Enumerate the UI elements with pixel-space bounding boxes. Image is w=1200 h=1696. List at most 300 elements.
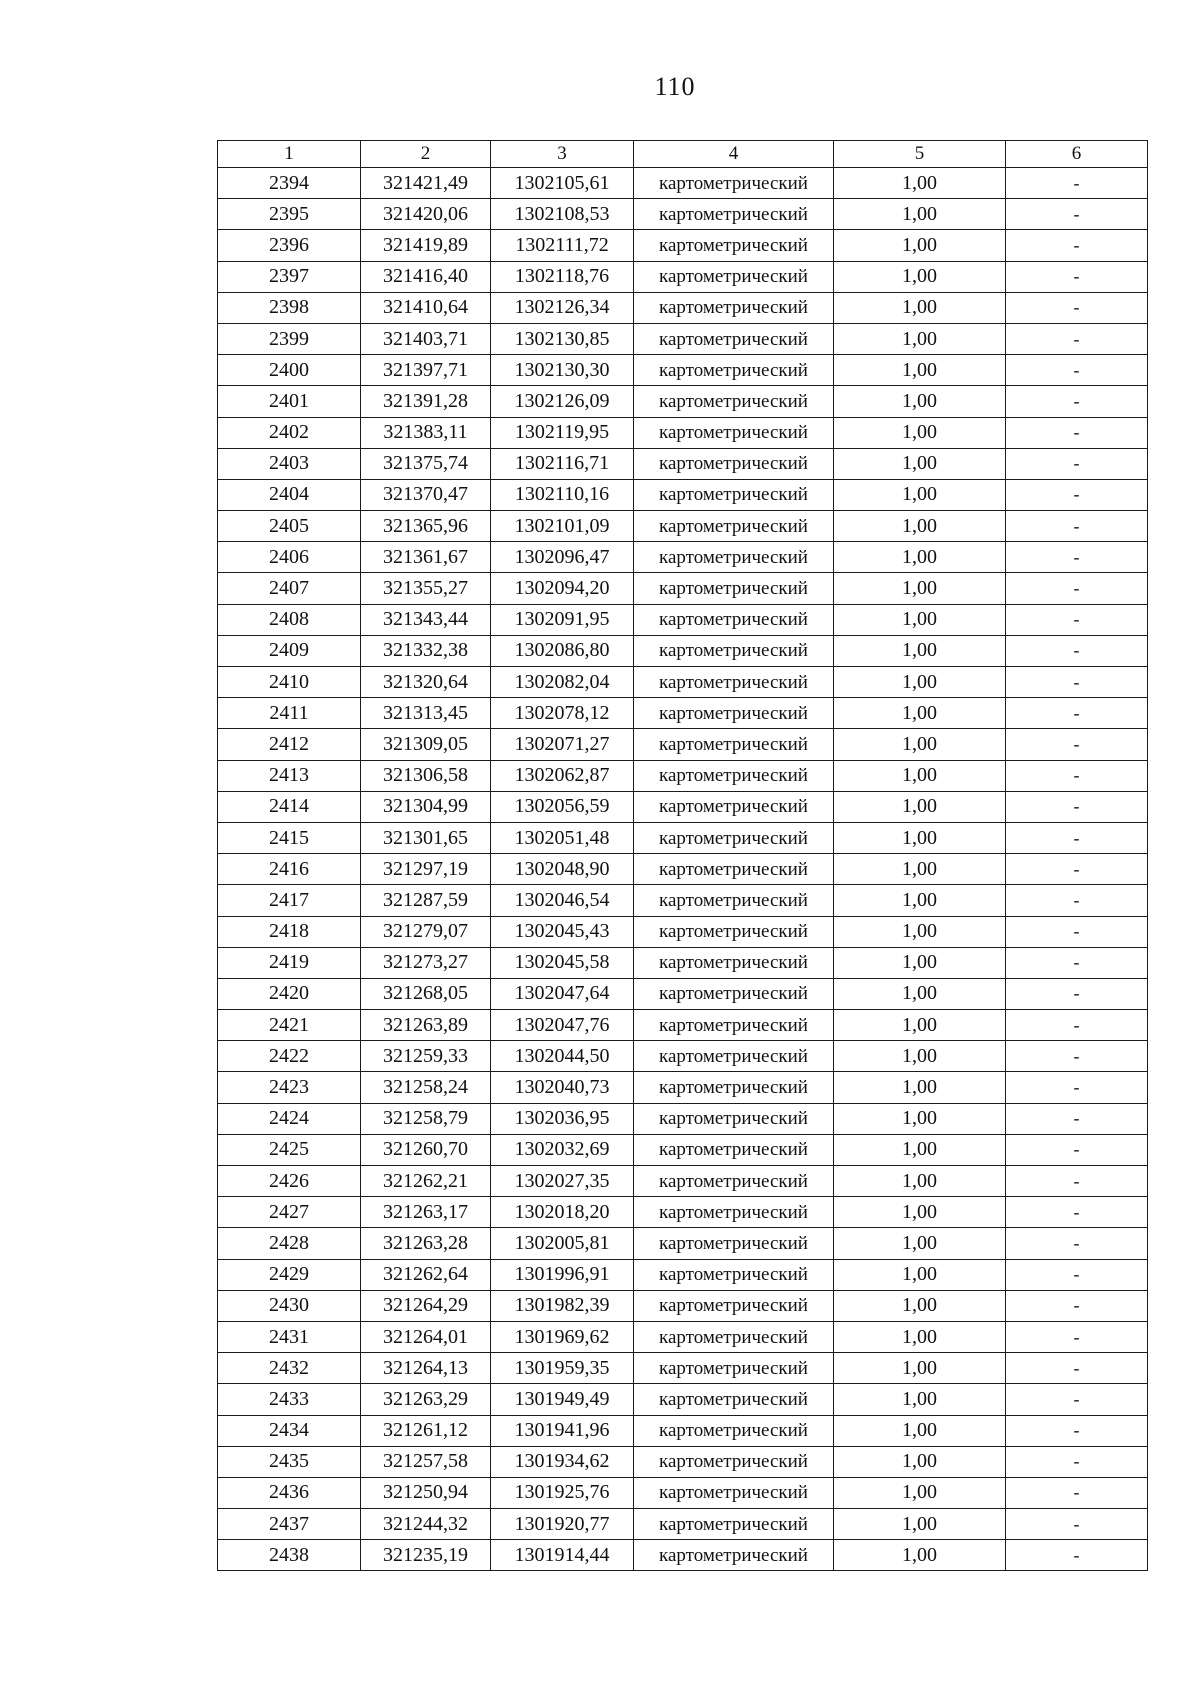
x-coordinate-cell: 321244,32	[361, 1509, 491, 1540]
column-header: 6	[1006, 141, 1148, 168]
note-cell: -	[1006, 1540, 1148, 1571]
note-cell: -	[1006, 854, 1148, 885]
y-coordinate-cell: 1302027,35	[491, 1166, 634, 1197]
y-coordinate-cell: 1302062,87	[491, 760, 634, 791]
y-coordinate-cell: 1302056,59	[491, 791, 634, 822]
accuracy-cell: 1,00	[834, 604, 1006, 635]
table-row	[218, 1415, 1148, 1446]
method-cell: картометрический	[634, 854, 834, 885]
y-coordinate-cell: 1301925,76	[491, 1477, 634, 1508]
method-cell: картометрический	[634, 1415, 834, 1446]
accuracy-cell: 1,00	[834, 760, 1006, 791]
accuracy-cell: 1,00	[834, 355, 1006, 386]
note-cell: -	[1006, 1041, 1148, 1072]
note-cell: -	[1006, 323, 1148, 354]
point-number-cell: 2430	[218, 1290, 361, 1321]
y-coordinate-cell: 1302045,43	[491, 916, 634, 947]
point-number-cell: 2432	[218, 1353, 361, 1384]
point-number-cell: 2415	[218, 822, 361, 853]
table-row	[218, 1353, 1148, 1384]
x-coordinate-cell: 321375,74	[361, 448, 491, 479]
header-row	[218, 141, 1148, 168]
table-row	[218, 168, 1148, 199]
accuracy-cell: 1,00	[834, 978, 1006, 1009]
point-number-cell: 2431	[218, 1321, 361, 1352]
accuracy-cell: 1,00	[834, 791, 1006, 822]
x-coordinate-cell: 321391,28	[361, 386, 491, 417]
x-coordinate-cell: 321304,99	[361, 791, 491, 822]
accuracy-cell: 1,00	[834, 1509, 1006, 1540]
note-cell: -	[1006, 1197, 1148, 1228]
point-number-cell: 2425	[218, 1134, 361, 1165]
y-coordinate-cell: 1302032,69	[491, 1134, 634, 1165]
accuracy-cell: 1,00	[834, 168, 1006, 199]
method-cell: картометрический	[634, 1103, 834, 1134]
x-coordinate-cell: 321313,45	[361, 698, 491, 729]
method-cell: картометрический	[634, 1166, 834, 1197]
note-cell: -	[1006, 230, 1148, 261]
point-number-cell: 2394	[218, 168, 361, 199]
method-cell: картометрический	[634, 1197, 834, 1228]
point-number-cell: 2436	[218, 1477, 361, 1508]
method-cell: картометрический	[634, 1446, 834, 1477]
note-cell: -	[1006, 386, 1148, 417]
accuracy-cell: 1,00	[834, 729, 1006, 760]
coordinates-table	[217, 140, 1148, 1571]
accuracy-cell: 1,00	[834, 854, 1006, 885]
accuracy-cell: 1,00	[834, 573, 1006, 604]
y-coordinate-cell: 1302040,73	[491, 1072, 634, 1103]
point-number-cell: 2410	[218, 667, 361, 698]
method-cell: картометрический	[634, 199, 834, 230]
method-cell: картометрический	[634, 573, 834, 604]
table-row	[218, 1228, 1148, 1259]
x-coordinate-cell: 321297,19	[361, 854, 491, 885]
x-coordinate-cell: 321263,28	[361, 1228, 491, 1259]
note-cell: -	[1006, 791, 1148, 822]
note-cell: -	[1006, 417, 1148, 448]
x-coordinate-cell: 321263,89	[361, 1010, 491, 1041]
y-coordinate-cell: 1302094,20	[491, 573, 634, 604]
y-coordinate-cell: 1302045,58	[491, 947, 634, 978]
table-row	[218, 1072, 1148, 1103]
table-header	[218, 141, 1148, 168]
x-coordinate-cell: 321370,47	[361, 479, 491, 510]
table-row	[218, 1197, 1148, 1228]
y-coordinate-cell: 1302118,76	[491, 261, 634, 292]
note-cell: -	[1006, 1509, 1148, 1540]
note-cell: -	[1006, 1072, 1148, 1103]
y-coordinate-cell: 1301920,77	[491, 1509, 634, 1540]
table-row	[218, 1166, 1148, 1197]
accuracy-cell: 1,00	[834, 511, 1006, 542]
x-coordinate-cell: 321320,64	[361, 667, 491, 698]
y-coordinate-cell: 1302126,09	[491, 386, 634, 417]
method-cell: картометрический	[634, 885, 834, 916]
note-cell: -	[1006, 1259, 1148, 1290]
note-cell: -	[1006, 822, 1148, 853]
point-number-cell: 2413	[218, 760, 361, 791]
table-row	[218, 760, 1148, 791]
table-row	[218, 386, 1148, 417]
note-cell: -	[1006, 1415, 1148, 1446]
y-coordinate-cell: 1302018,20	[491, 1197, 634, 1228]
y-coordinate-cell: 1301959,35	[491, 1353, 634, 1384]
table-row	[218, 1290, 1148, 1321]
method-cell: картометрический	[634, 511, 834, 542]
accuracy-cell: 1,00	[834, 542, 1006, 573]
table-row	[218, 885, 1148, 916]
table-row	[218, 1103, 1148, 1134]
point-number-cell: 2395	[218, 199, 361, 230]
table-row	[218, 1321, 1148, 1352]
table-row	[218, 822, 1148, 853]
method-cell: картометрический	[634, 479, 834, 510]
accuracy-cell: 1,00	[834, 1166, 1006, 1197]
accuracy-cell: 1,00	[834, 1197, 1006, 1228]
x-coordinate-cell: 321261,12	[361, 1415, 491, 1446]
note-cell: -	[1006, 1477, 1148, 1508]
note-cell: -	[1006, 1446, 1148, 1477]
y-coordinate-cell: 1302046,54	[491, 885, 634, 916]
point-number-cell: 2437	[218, 1509, 361, 1540]
table-row	[218, 199, 1148, 230]
accuracy-cell: 1,00	[834, 323, 1006, 354]
note-cell: -	[1006, 1384, 1148, 1415]
note-cell: -	[1006, 1321, 1148, 1352]
table-row	[218, 1540, 1148, 1571]
note-cell: -	[1006, 947, 1148, 978]
table-row	[218, 916, 1148, 947]
table-row	[218, 542, 1148, 573]
x-coordinate-cell: 321410,64	[361, 292, 491, 323]
method-cell: картометрический	[634, 1509, 834, 1540]
accuracy-cell: 1,00	[834, 1321, 1006, 1352]
point-number-cell: 2421	[218, 1010, 361, 1041]
x-coordinate-cell: 321259,33	[361, 1041, 491, 1072]
accuracy-cell: 1,00	[834, 261, 1006, 292]
point-number-cell: 2433	[218, 1384, 361, 1415]
note-cell: -	[1006, 667, 1148, 698]
point-number-cell: 2438	[218, 1540, 361, 1571]
note-cell: -	[1006, 168, 1148, 199]
x-coordinate-cell: 321309,05	[361, 729, 491, 760]
point-number-cell: 2402	[218, 417, 361, 448]
point-number-cell: 2409	[218, 635, 361, 666]
y-coordinate-cell: 1301949,49	[491, 1384, 634, 1415]
note-cell: -	[1006, 729, 1148, 760]
table-row	[218, 1134, 1148, 1165]
y-coordinate-cell: 1302105,61	[491, 168, 634, 199]
accuracy-cell: 1,00	[834, 292, 1006, 323]
x-coordinate-cell: 321361,67	[361, 542, 491, 573]
note-cell: -	[1006, 916, 1148, 947]
point-number-cell: 2403	[218, 448, 361, 479]
note-cell: -	[1006, 604, 1148, 635]
y-coordinate-cell: 1302036,95	[491, 1103, 634, 1134]
method-cell: картометрический	[634, 261, 834, 292]
y-coordinate-cell: 1301934,62	[491, 1446, 634, 1477]
x-coordinate-cell: 321421,49	[361, 168, 491, 199]
y-coordinate-cell: 1302130,30	[491, 355, 634, 386]
x-coordinate-cell: 321268,05	[361, 978, 491, 1009]
table-row	[218, 947, 1148, 978]
y-coordinate-cell: 1302091,95	[491, 604, 634, 635]
accuracy-cell: 1,00	[834, 1353, 1006, 1384]
method-cell: картометрический	[634, 448, 834, 479]
y-coordinate-cell: 1302048,90	[491, 854, 634, 885]
y-coordinate-cell: 1302111,72	[491, 230, 634, 261]
y-coordinate-cell: 1302130,85	[491, 323, 634, 354]
table-row	[218, 1010, 1148, 1041]
accuracy-cell: 1,00	[834, 1228, 1006, 1259]
x-coordinate-cell: 321264,13	[361, 1353, 491, 1384]
note-cell: -	[1006, 760, 1148, 791]
method-cell: картометрический	[634, 760, 834, 791]
accuracy-cell: 1,00	[834, 1540, 1006, 1571]
table-row	[218, 1446, 1148, 1477]
column-header: 3	[491, 141, 634, 168]
table-row	[218, 323, 1148, 354]
table-row	[218, 417, 1148, 448]
accuracy-cell: 1,00	[834, 1010, 1006, 1041]
table-row	[218, 604, 1148, 635]
table-row	[218, 667, 1148, 698]
point-number-cell: 2429	[218, 1259, 361, 1290]
x-coordinate-cell: 321287,59	[361, 885, 491, 916]
point-number-cell: 2418	[218, 916, 361, 947]
method-cell: картометрический	[634, 1228, 834, 1259]
accuracy-cell: 1,00	[834, 199, 1006, 230]
y-coordinate-cell: 1302116,71	[491, 448, 634, 479]
y-coordinate-cell: 1301982,39	[491, 1290, 634, 1321]
point-number-cell: 2419	[218, 947, 361, 978]
method-cell: картометрический	[634, 230, 834, 261]
point-number-cell: 2424	[218, 1103, 361, 1134]
accuracy-cell: 1,00	[834, 885, 1006, 916]
accuracy-cell: 1,00	[834, 822, 1006, 853]
y-coordinate-cell: 1301969,62	[491, 1321, 634, 1352]
note-cell: -	[1006, 1228, 1148, 1259]
note-cell: -	[1006, 448, 1148, 479]
method-cell: картометрический	[634, 1477, 834, 1508]
accuracy-cell: 1,00	[834, 230, 1006, 261]
method-cell: картометрический	[634, 729, 834, 760]
point-number-cell: 2426	[218, 1166, 361, 1197]
method-cell: картометрический	[634, 947, 834, 978]
note-cell: -	[1006, 573, 1148, 604]
accuracy-cell: 1,00	[834, 1134, 1006, 1165]
table-row	[218, 635, 1148, 666]
table-row	[218, 511, 1148, 542]
page-number: 110	[654, 72, 696, 101]
accuracy-cell: 1,00	[834, 698, 1006, 729]
x-coordinate-cell: 321343,44	[361, 604, 491, 635]
point-number-cell: 2405	[218, 511, 361, 542]
table-row	[218, 261, 1148, 292]
accuracy-cell: 1,00	[834, 417, 1006, 448]
point-number-cell: 2407	[218, 573, 361, 604]
point-number-cell: 2404	[218, 479, 361, 510]
method-cell: картометрический	[634, 791, 834, 822]
accuracy-cell: 1,00	[834, 386, 1006, 417]
y-coordinate-cell: 1302126,34	[491, 292, 634, 323]
method-cell: картометрический	[634, 1134, 834, 1165]
table-row	[218, 573, 1148, 604]
table-row	[218, 854, 1148, 885]
note-cell: -	[1006, 542, 1148, 573]
table-row	[218, 791, 1148, 822]
point-number-cell: 2411	[218, 698, 361, 729]
note-cell: -	[1006, 698, 1148, 729]
note-cell: -	[1006, 511, 1148, 542]
accuracy-cell: 1,00	[834, 1072, 1006, 1103]
method-cell: картометрический	[634, 1290, 834, 1321]
accuracy-cell: 1,00	[834, 1415, 1006, 1446]
method-cell: картометрический	[634, 1321, 834, 1352]
table-body	[218, 168, 1148, 1571]
point-number-cell: 2398	[218, 292, 361, 323]
x-coordinate-cell: 321365,96	[361, 511, 491, 542]
y-coordinate-cell: 1302071,27	[491, 729, 634, 760]
column-header: 1	[218, 141, 361, 168]
point-number-cell: 2406	[218, 542, 361, 573]
method-cell: картометрический	[634, 635, 834, 666]
table-row	[218, 1259, 1148, 1290]
note-cell: -	[1006, 355, 1148, 386]
method-cell: картометрический	[634, 292, 834, 323]
point-number-cell: 2420	[218, 978, 361, 1009]
table-row	[218, 1477, 1148, 1508]
accuracy-cell: 1,00	[834, 635, 1006, 666]
x-coordinate-cell: 321257,58	[361, 1446, 491, 1477]
point-number-cell: 2401	[218, 386, 361, 417]
x-coordinate-cell: 321397,71	[361, 355, 491, 386]
x-coordinate-cell: 321279,07	[361, 916, 491, 947]
accuracy-cell: 1,00	[834, 1290, 1006, 1321]
y-coordinate-cell: 1302005,81	[491, 1228, 634, 1259]
note-cell: -	[1006, 1134, 1148, 1165]
table-row	[218, 479, 1148, 510]
y-coordinate-cell: 1301941,96	[491, 1415, 634, 1446]
y-coordinate-cell: 1302078,12	[491, 698, 634, 729]
accuracy-cell: 1,00	[834, 947, 1006, 978]
table-row	[218, 729, 1148, 760]
x-coordinate-cell: 321355,27	[361, 573, 491, 604]
method-cell: картометрический	[634, 698, 834, 729]
y-coordinate-cell: 1302047,76	[491, 1010, 634, 1041]
column-header: 2	[361, 141, 491, 168]
method-cell: картометрический	[634, 417, 834, 448]
y-coordinate-cell: 1302044,50	[491, 1041, 634, 1072]
note-cell: -	[1006, 292, 1148, 323]
method-cell: картометрический	[634, 1259, 834, 1290]
x-coordinate-cell: 321419,89	[361, 230, 491, 261]
accuracy-cell: 1,00	[834, 916, 1006, 947]
method-cell: картометрический	[634, 822, 834, 853]
table-row	[218, 230, 1148, 261]
x-coordinate-cell: 321264,29	[361, 1290, 491, 1321]
accuracy-cell: 1,00	[834, 479, 1006, 510]
x-coordinate-cell: 321301,65	[361, 822, 491, 853]
point-number-cell: 2427	[218, 1197, 361, 1228]
column-header: 4	[634, 141, 834, 168]
table-row	[218, 448, 1148, 479]
x-coordinate-cell: 321416,40	[361, 261, 491, 292]
x-coordinate-cell: 321403,71	[361, 323, 491, 354]
x-coordinate-cell: 321235,19	[361, 1540, 491, 1571]
method-cell: картометрический	[634, 916, 834, 947]
table-row	[218, 1509, 1148, 1540]
method-cell: картометрический	[634, 355, 834, 386]
note-cell: -	[1006, 1103, 1148, 1134]
note-cell: -	[1006, 261, 1148, 292]
y-coordinate-cell: 1302051,48	[491, 822, 634, 853]
method-cell: картометрический	[634, 667, 834, 698]
note-cell: -	[1006, 885, 1148, 916]
x-coordinate-cell: 321262,21	[361, 1166, 491, 1197]
point-number-cell: 2423	[218, 1072, 361, 1103]
accuracy-cell: 1,00	[834, 1041, 1006, 1072]
point-number-cell: 2435	[218, 1446, 361, 1477]
method-cell: картометрический	[634, 1010, 834, 1041]
y-coordinate-cell: 1302119,95	[491, 417, 634, 448]
point-number-cell: 2412	[218, 729, 361, 760]
x-coordinate-cell: 321273,27	[361, 947, 491, 978]
note-cell: -	[1006, 1166, 1148, 1197]
point-number-cell: 2414	[218, 791, 361, 822]
point-number-cell: 2417	[218, 885, 361, 916]
y-coordinate-cell: 1302082,04	[491, 667, 634, 698]
table-row	[218, 1041, 1148, 1072]
note-cell: -	[1006, 199, 1148, 230]
y-coordinate-cell: 1301914,44	[491, 1540, 634, 1571]
accuracy-cell: 1,00	[834, 1477, 1006, 1508]
x-coordinate-cell: 321260,70	[361, 1134, 491, 1165]
x-coordinate-cell: 321258,79	[361, 1103, 491, 1134]
x-coordinate-cell: 321263,17	[361, 1197, 491, 1228]
table-row	[218, 1384, 1148, 1415]
point-number-cell: 2408	[218, 604, 361, 635]
y-coordinate-cell: 1302086,80	[491, 635, 634, 666]
method-cell: картометрический	[634, 1041, 834, 1072]
note-cell: -	[1006, 978, 1148, 1009]
method-cell: картометрический	[634, 1353, 834, 1384]
point-number-cell: 2416	[218, 854, 361, 885]
x-coordinate-cell: 321250,94	[361, 1477, 491, 1508]
column-header: 5	[834, 141, 1006, 168]
y-coordinate-cell: 1302101,09	[491, 511, 634, 542]
method-cell: картометрический	[634, 542, 834, 573]
x-coordinate-cell: 321306,58	[361, 760, 491, 791]
point-number-cell: 2396	[218, 230, 361, 261]
accuracy-cell: 1,00	[834, 448, 1006, 479]
accuracy-cell: 1,00	[834, 1103, 1006, 1134]
table-row	[218, 292, 1148, 323]
point-number-cell: 2400	[218, 355, 361, 386]
method-cell: картометрический	[634, 1540, 834, 1571]
point-number-cell: 2399	[218, 323, 361, 354]
method-cell: картометрический	[634, 604, 834, 635]
note-cell: -	[1006, 479, 1148, 510]
note-cell: -	[1006, 1290, 1148, 1321]
point-number-cell: 2434	[218, 1415, 361, 1446]
method-cell: картометрический	[634, 386, 834, 417]
method-cell: картометрический	[634, 978, 834, 1009]
y-coordinate-cell: 1302108,53	[491, 199, 634, 230]
accuracy-cell: 1,00	[834, 667, 1006, 698]
method-cell: картометрический	[634, 323, 834, 354]
